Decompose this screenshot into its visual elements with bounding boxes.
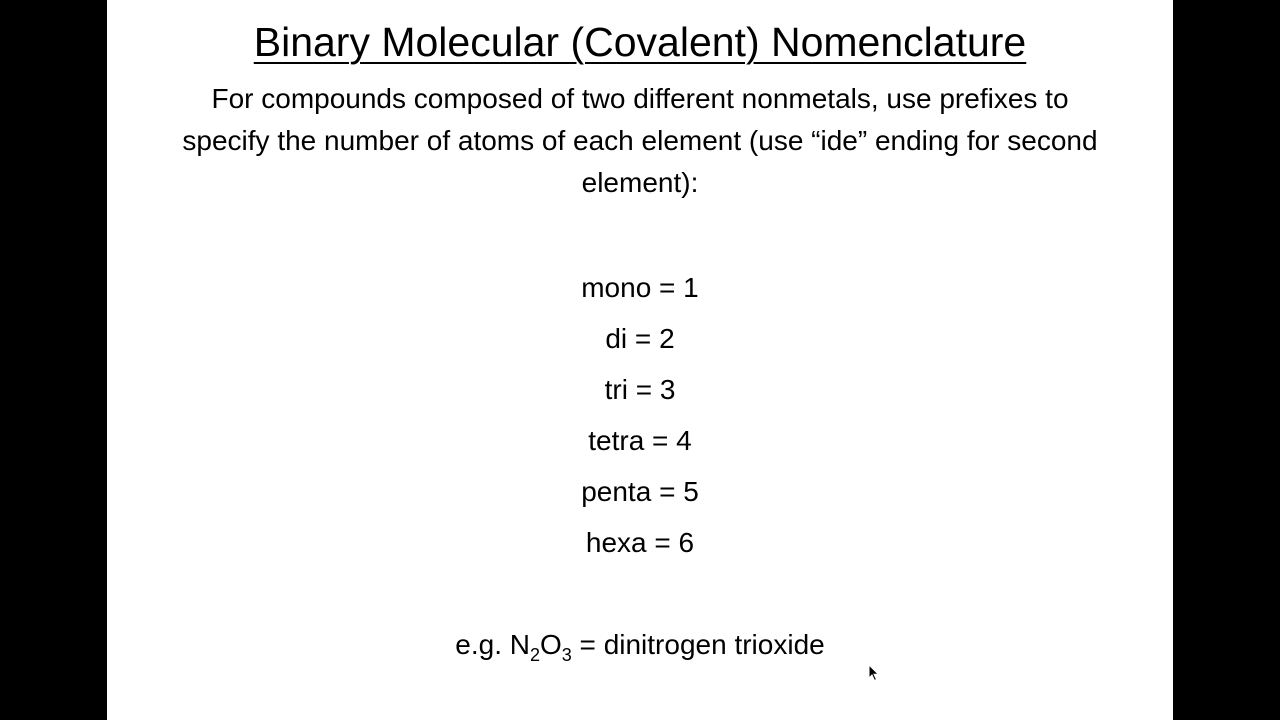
- example-lead: e.g. N: [455, 629, 530, 660]
- example-subscript-1: 2: [529, 645, 540, 665]
- prefix-list: [107, 262, 1173, 568]
- example-formula: [107, 620, 1173, 670]
- prefix-item: hexa = 6: [585, 527, 695, 558]
- prefix-item: di = 2: [605, 323, 675, 354]
- prefix-item: tetra = 4: [588, 425, 692, 456]
- prefix-item: mono = 1: [581, 272, 699, 303]
- prefix-item: tri = 3: [604, 374, 676, 405]
- slide-intro-text: For compounds composed of two different nonmetals, use prefixes to specify the number of atoms of each element (use “ide” ending for second element):: [182, 83, 1098, 198]
- prefix-item: penta = 5: [581, 476, 699, 507]
- slide-title: Binary Molecular (Covalent) Nomenclature: [253, 19, 1027, 65]
- presentation-slide: [107, 0, 1173, 720]
- mouse-pointer-icon: [868, 664, 880, 682]
- example-rest: = dinitrogen trioxide: [571, 629, 825, 660]
- example-mid: O: [539, 629, 562, 660]
- example-subscript-2: 3: [561, 645, 572, 665]
